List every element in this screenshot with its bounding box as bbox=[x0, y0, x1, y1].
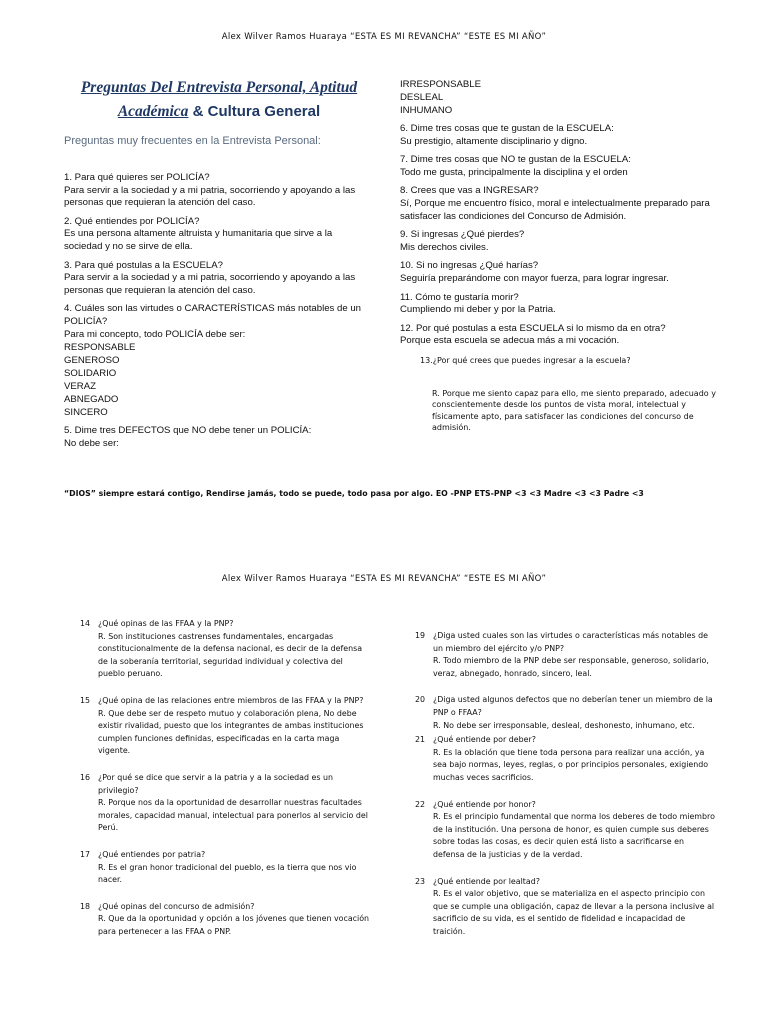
question-15 bbox=[80, 695, 370, 758]
question-number: 20 bbox=[415, 695, 426, 705]
question-23 bbox=[415, 876, 715, 939]
question-3 bbox=[64, 260, 369, 298]
question-number: 22 bbox=[415, 799, 426, 809]
question-1 bbox=[64, 172, 369, 210]
question-text: ¿Qué opinas del concurso de admisión? bbox=[98, 901, 255, 911]
title-line-2 bbox=[64, 100, 374, 124]
question-text: 7. Dime tres cosas que NO te gustan de la ESCUELA: bbox=[400, 154, 631, 166]
list-item: ABNEGADO bbox=[64, 394, 119, 406]
question-number: 18 bbox=[80, 901, 91, 911]
virtues-list bbox=[64, 341, 369, 419]
question-5 bbox=[64, 425, 369, 450]
answer-text: R. Todo miembro de la PNP debe ser responsable, generoso, solidario, veraz, abnegado, honrado, sincero, leal. bbox=[433, 656, 709, 678]
question-17 bbox=[80, 849, 370, 887]
answer-text: R. Que da la oportunidad y opción a los jóvenes que tienen vocación para pertenecer a las FFAA o PNP. bbox=[98, 914, 370, 936]
question-text: 8. Crees que vas a INGRESAR? bbox=[400, 185, 539, 197]
question-text: ¿Diga usted algunos defectos que no deberían tener un miembro de la PNP o FFAA? bbox=[433, 695, 713, 717]
answer-text: R. Es la oblación que tiene toda persona para realizar una acción, ya sea bajo normas, leyes, reglas, o por principios personales, exigiendo muchas veces sacrificios. bbox=[433, 747, 709, 782]
section-subtitle: Preguntas muy frecuentes en la Entrevista Personal: bbox=[64, 135, 321, 147]
question-number: 21 bbox=[415, 735, 426, 745]
title-line-2a: Académica bbox=[117, 103, 189, 120]
question-text: 6. Dime tres cosas que te gustan de la ESCUELA: bbox=[400, 123, 614, 134]
page-2 bbox=[0, 540, 768, 1024]
question-13-answer: R. Porque me siento capaz para ello, me siento preparado, adecuado y conscientemente desde los puntos de vista moral, intelectual y físicamente apto, para satisfacer las condiciones del concurso de admisión. bbox=[432, 389, 716, 433]
answer-text: Es una persona altamente altruista y humanitaria que sirve a la sociedad y no se sirve de ella. bbox=[64, 228, 333, 252]
question-text: ¿Qué opinas de las FFAA y la PNP? bbox=[98, 619, 234, 628]
question-18 bbox=[80, 901, 370, 939]
question-text: 10. Si no ingresas ¿Qué harías? bbox=[400, 260, 539, 272]
list-item: SINCERO bbox=[64, 407, 108, 419]
question-8 bbox=[400, 185, 710, 223]
answer-text: Todo me gusta, principalmente la disciplina y el orden bbox=[400, 166, 628, 178]
question-20 bbox=[415, 694, 715, 732]
answer-text: Seguiría preparándome con mayor fuerza, para lograr ingresar. bbox=[400, 272, 669, 284]
question-text: 12. Por qué postulas a esta ESCUELA si lo mismo da en otra? bbox=[400, 322, 666, 334]
title-line-1: Preguntas Del Entrevista Personal, Aptitud bbox=[80, 79, 358, 96]
answer-text: R. Porque nos da la oportunidad de desarrollar nuestras facultades morales, capacidad manual, intelectual para ponerlos al servicio del Perú. bbox=[98, 798, 368, 833]
question-7 bbox=[400, 154, 710, 179]
document-title bbox=[64, 76, 374, 124]
list-item: INHUMANO bbox=[400, 105, 453, 116]
question-22 bbox=[415, 799, 715, 862]
question-number: 16 bbox=[80, 772, 91, 782]
defects-list bbox=[400, 78, 710, 117]
question-16 bbox=[80, 772, 370, 835]
answer-text: Para mi concepto, todo POLICÍA debe ser: bbox=[64, 328, 246, 340]
answer-text: Para servir a la sociedad y a mi patria, socorriendo y apoyando a las personas que requieran la atención del caso. bbox=[64, 272, 356, 296]
answer-text: R. Es el gran honor tradicional del pueblo, es la tierra que nos vio nacer. bbox=[98, 862, 357, 885]
question-10 bbox=[400, 260, 710, 285]
list-item: GENEROSO bbox=[64, 355, 120, 367]
answer-text: Cumpliendo mi deber y por la Patria. bbox=[400, 304, 556, 316]
answer-text: Mis derechos civiles. bbox=[400, 241, 489, 253]
list-item: IRRESPONSABLE bbox=[400, 79, 482, 90]
answer-text: Para servir a la sociedad y a mi patria, socorriendo y apoyando a las personas que requieran la atención del caso. bbox=[64, 184, 356, 209]
left-column bbox=[64, 166, 369, 450]
question-text: 5. Dime tres DEFECTOS que NO debe tener un POLICÍA: bbox=[64, 425, 312, 437]
question-text: ¿Por qué se dice que servir a la patria y a la sociedad es un privilegio? bbox=[98, 772, 334, 795]
question-19 bbox=[415, 630, 715, 680]
question-text: ¿Qué entiende por lealtad? bbox=[433, 876, 540, 886]
question-4 bbox=[64, 303, 369, 419]
page2-right-column bbox=[415, 630, 715, 952]
page-footer: “DIOS” siempre estará contigo, Rendirse jamás, todo se puede, todo pasa por algo. EO -PNP ETS-PNP <3 <3 Madre <3 <3 Padre <3 bbox=[64, 489, 644, 498]
question-11 bbox=[400, 292, 710, 317]
question-6 bbox=[400, 123, 710, 148]
question-text: 2. Qué entiendes por POLICÍA? bbox=[64, 215, 200, 227]
question-text: ¿Qué entiende por honor? bbox=[433, 799, 536, 809]
question-number: 15 bbox=[80, 695, 91, 705]
question-text: 9. Si ingresas ¿Qué pierdes? bbox=[400, 229, 525, 241]
question-text: ¿Qué opina de las relaciones entre miembros de las FFAA y la PNP? bbox=[98, 695, 364, 705]
list-item: DESLEAL bbox=[400, 92, 444, 103]
right-column bbox=[400, 78, 710, 348]
answer-text: No debe ser: bbox=[64, 437, 119, 449]
question-text: 4. Cuáles son las virtudes o CARACTERÍSTICAS más notables de un POLICÍA? bbox=[64, 303, 362, 327]
question-number: 19 bbox=[415, 631, 426, 640]
answer-text: Sí, Porque me encuentro físico, moral e intelectualmente preparado para satisfacer las condiciones del Concurso de Admisión. bbox=[400, 197, 710, 222]
page-header: Alex Wilver Ramos Huaraya “ESTA ES MI REVANCHA” “ESTE ES MI AÑO” bbox=[221, 32, 547, 42]
list-item: VERAZ bbox=[64, 381, 96, 393]
answer-text: Porque esta escuela se adecua más a mi vocación. bbox=[400, 335, 620, 347]
title-line-2b: & Cultura General bbox=[188, 103, 321, 120]
answer-text: R. No debe ser irresponsable, desleal, deshonesto, inhumano, etc. bbox=[433, 720, 695, 730]
question-text: ¿Diga usted cuales son las virtudes o características más notables de un miembro del ejército y/o PNP? bbox=[433, 631, 708, 653]
question-13-text: 13.¿Por qué crees que puedes ingresar a la escuela? bbox=[420, 356, 631, 365]
page2-left-column bbox=[80, 618, 370, 952]
answer-text: R. Son instituciones castrenses fundamentales, encargadas constitucionalmente de la defensa nacional, es decir de la defensa de la soberanía territorial, seguridad individual y colectiva del pueblo peruano. bbox=[98, 631, 363, 679]
question-2 bbox=[64, 216, 369, 254]
answer-text: R. Que debe ser de respeto mutuo y colaboración plena, No debe existir rivalidad, puesto que los integrantes de ambas instituciones cumplen funciones definidas, especificadas en la carta maga vigente. bbox=[98, 708, 364, 756]
question-number: 23 bbox=[415, 876, 426, 886]
question-9 bbox=[400, 229, 710, 254]
question-14 bbox=[80, 618, 370, 681]
question-12 bbox=[400, 323, 710, 348]
answer-text: R. Es el valor objetivo, que se materializa en el aspecto principio con que se cumple una obligación, capaz de llevar a la persona inclusive al sacrificio de su vida, es el sentido de fidelidad e incapacidad de traición. bbox=[433, 889, 715, 936]
answer-text: Su prestigio, altamente disciplinario y digno. bbox=[400, 135, 588, 147]
list-item: SOLIDARIO bbox=[64, 368, 117, 380]
question-text: ¿Qué entiende por deber? bbox=[433, 735, 536, 745]
question-text: ¿Qué entiendes por patria? bbox=[98, 849, 206, 859]
list-item: RESPONSABLE bbox=[64, 342, 136, 354]
question-text: 11. Cómo te gustaría morir? bbox=[400, 291, 519, 303]
question-21 bbox=[415, 734, 715, 784]
question-number: 17 bbox=[80, 849, 91, 859]
question-text: 3. Para qué postulas a la ESCUELA? bbox=[64, 259, 223, 271]
question-text: 1. Para qué quieres ser POLICÍA? bbox=[64, 172, 210, 183]
page-header: Alex Wilver Ramos Huaraya “ESTA ES MI REVANCHA” “ESTE ES MI AÑO” bbox=[221, 574, 547, 584]
answer-text: R. Es el principio fundamental que norma los deberes de todo miembro de la institución. Una persona de honor, es quien cumple sus deberes sobre todas las cosas, es decir quien está listo a sacrificarse en defensa de la justicias y de la verdad. bbox=[433, 812, 715, 859]
question-number: 14 bbox=[80, 619, 91, 628]
